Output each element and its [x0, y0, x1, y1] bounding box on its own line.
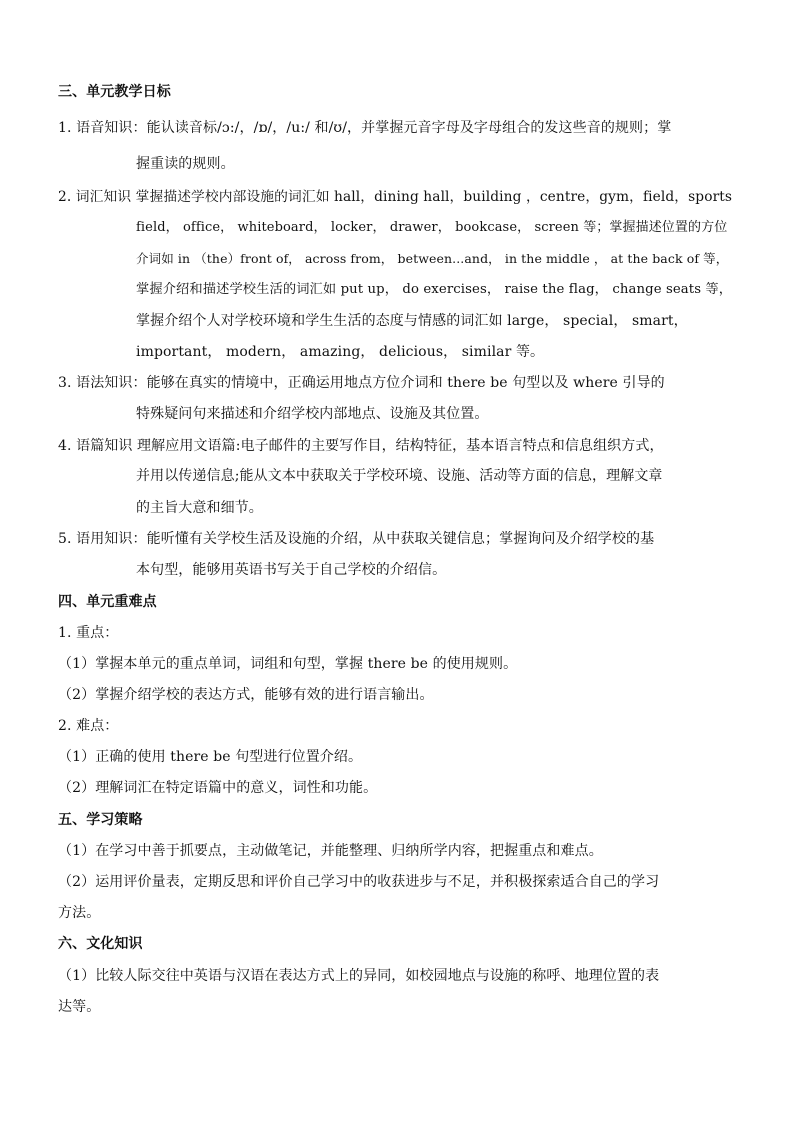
key-points-label: 1. 重点：	[58, 625, 119, 641]
objective-phonetics-line-1: 1. 语音知识：能认读音标/ɔ:/，/ɒ/，/u:/ 和/ʊ/，并掌握元音字母及字母组合的发这些音的规则；掌	[58, 120, 672, 136]
culture-1-line-1: （1）比较人际交往中英语与汉语在表达方式上的异同，如校园地点与设施的称呼、地理位置的表	[58, 968, 660, 984]
difficult-point-1: （1）正确的使用 there be 句型进行位置介绍。	[58, 749, 363, 765]
difficult-points-label: 2. 难点：	[58, 718, 119, 734]
section-heading-objectives: 三、单元教学日标	[58, 84, 171, 100]
strategy-2-line-2: 方法。	[58, 905, 101, 921]
section-heading-strategies: 五、学习策略	[58, 812, 143, 828]
key-point-1: （1）掌握本单元的重点单词，词组和句型，掌握 there be 的使用规则。	[58, 656, 518, 672]
objective-vocabulary-line-6: important， modern， amazing， delicious， similar 等。	[136, 344, 545, 360]
objective-pragmatics-line-2: 本句型，能够用英语书写关于自己学校的介绍信。	[136, 562, 447, 578]
objective-vocabulary-line-2: field， office， whiteboard， locker， drawer， bookcase， screen 等；掌握描述位置的方位	[136, 220, 728, 235]
objective-grammar-line-1: 3. 语法知识：能够在真实的情境中，正确运用地点方位介词和 there be 句型以及 where 引导的	[58, 375, 665, 391]
culture-1-line-2: 达等。	[58, 999, 101, 1015]
objective-phonetics-line-2: 握重读的规则。	[136, 156, 235, 172]
section-heading-culture: 六、文化知识	[58, 936, 143, 952]
objective-grammar-line-2: 特殊疑问句来描述和介绍学校内部地点、设施及其位置。	[136, 406, 489, 422]
section-heading-key-difficult: 四、单元重难点	[58, 594, 157, 610]
objective-vocabulary-line-4: 掌握介绍和描述学校生活的词汇如 put up， do exercises， raise the flag， change seats 等，	[136, 282, 733, 297]
objective-discourse-line-1: 4. 语篇知识 理解应用文语篇:电子邮件的主要写作目，结构特征，基本语言特点和信息组织方式，	[58, 438, 664, 454]
strategy-2-line-1: （2）运用评价量表，定期反思和评价自己学习中的收获进步与不足，并积极探索适合自己的学习	[58, 874, 660, 890]
objective-discourse-line-3: 的主旨大意和细节。	[136, 500, 263, 516]
strategy-1: （1）在学习中善于抓要点，主动做笔记，并能整理、归纳所学内容，把握重点和难点。	[58, 843, 603, 859]
key-point-2: （2）掌握介绍学校的表达方式，能够有效的进行语言输出。	[58, 687, 434, 703]
objective-vocabulary-line-5: 掌握介绍个人对学校环境和学生生活的态度与情感的词汇如 large， special， smart，	[136, 313, 688, 329]
difficult-point-2: （2）理解词汇在特定语篇中的意义，词性和功能。	[58, 780, 378, 796]
objective-pragmatics-line-1: 5. 语用知识：能听懂有关学校生活及设施的介绍，从中获取关键信息；掌握询问及介绍学校的基	[58, 531, 655, 547]
objective-vocabulary-line-1: 2. 词汇知识 掌握描述学校内部设施的词汇如 hall，dining hall，building ，centre，gym，field，sports	[58, 189, 733, 205]
objective-vocabulary-line-3: 介词如 in （the）front of， across from， between...and， in the middle ， at the back of 等，	[136, 251, 729, 266]
objective-discourse-line-2: 并用以传递信息;能从文本中获取关于学校环境、设施、活动等方面的信息，理解文章	[136, 468, 663, 484]
